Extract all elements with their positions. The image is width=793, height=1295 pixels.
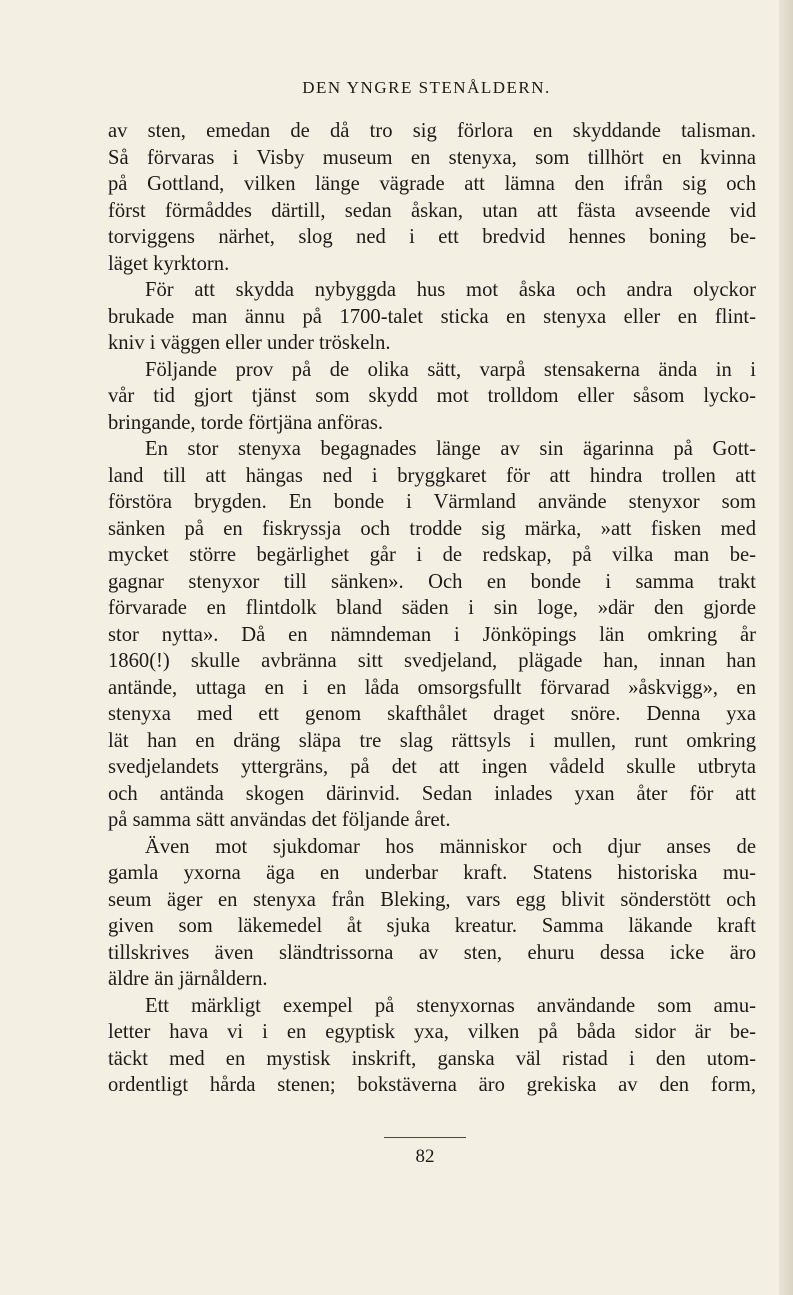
text-line: mycket större begärlighet går i de redskap, på vilka man be- — [108, 544, 756, 566]
text-line: och antända skogen därinvid. Sedan inlades yxan åter för att — [108, 782, 756, 805]
text-line: Så förvaras i Visby museum en stenyxa, som tillhört en kvinna — [108, 146, 756, 169]
page-number-rule — [384, 1137, 466, 1138]
text-line: brukade man ännu på 1700-talet sticka en stenyxa eller en flint- — [108, 305, 756, 328]
text-line: bringande, torde förtjäna anföras. — [108, 411, 384, 434]
text-line: läget kyrktorn. — [108, 252, 230, 275]
text-line: gagnar stenyxor till sänken». Och en bonde i samma trakt — [108, 570, 756, 593]
text-line: För att skydda nybyggda hus mot åska och andra olyckor — [145, 279, 756, 301]
text-line: vår tid gjort tjänst som skydd mot trolldom eller såsom lycko- — [108, 385, 756, 407]
text-line: En stor stenyxa begagnades länge av sin ägarinna på Gott- — [145, 438, 756, 460]
text-line: Även mot sjukdomar hos människor och djur anses de — [145, 835, 756, 858]
text-line: antände, uttaga en i en låda omsorgsfullt förvarad »åskvigg», en — [108, 676, 756, 699]
text-line: given som läkemedel åt sjuka kreatur. Samma läkande kraft — [108, 915, 756, 937]
text-line: stenyxa med ett genom skafthålet draget snöre. Denna yxa — [108, 703, 756, 725]
text-line: lät han en dräng släpa tre slag rättsyls i mullen, runt omkring — [108, 729, 756, 752]
text-line: på Gottland, vilken länge vägrade att lämna den ifrån sig och — [108, 173, 756, 195]
text-line: 1860(!) skulle avbränna sitt svedjeland, plägade han, innan han — [108, 650, 756, 672]
text-line: täckt med en mystisk inskrift, ganska väl ristad i den utom- — [108, 1047, 756, 1070]
text-line: först förmåddes därtill, sedan åskan, utan att fästa avseende vid — [108, 199, 756, 222]
body-text — [108, 118, 756, 1099]
page-number: 82 — [415, 1146, 435, 1167]
text-line: förvarade en flintdolk bland säden i sin loge, »där den gjorde — [108, 597, 756, 619]
text-line: äldre än järnåldern. — [108, 968, 268, 990]
text-line: gamla yxorna äga en underbar kraft. Statens historiska mu- — [108, 862, 756, 884]
text-line: land till att hängas ned i bryggkaret för att hindra trollen att — [108, 464, 756, 487]
text-line: på samma sätt användas det följande året. — [108, 809, 451, 831]
text-line: seum äger en stenyxa från Bleking, vars egg blivit sönderstött och — [108, 888, 756, 911]
text-line: Ett märkligt exempel på stenyxornas användande som amu- — [145, 994, 756, 1017]
text-line: tillskrives även sländtrissorna av sten, ehuru dessa icke äro — [108, 941, 756, 964]
text-line: kniv i väggen eller under tröskeln. — [108, 332, 391, 354]
text-line: av sten, emedan de då tro sig förlora en skyddande talisman. — [108, 120, 756, 142]
text-line: stor nytta». Då en nämndeman i Jönköpings län omkring år — [108, 623, 756, 646]
text-line: Följande prov på de olika sätt, varpå stensakerna ända in i — [145, 358, 756, 381]
text-line: torviggens närhet, slog ned i ett bredvid hennes boning be- — [108, 226, 756, 248]
text-line: sänken på en fiskryssja och trodde sig märka, »att fisken med — [108, 517, 756, 540]
text-line: svedjelandets yttergräns, på det att ingen vådeld skulle utbryta — [108, 756, 756, 778]
running-head: DEN YNGRE STENÅLDERN. — [302, 78, 551, 97]
page-edge-shadow — [779, 0, 793, 1295]
text-line: letter hava vi i en egyptisk yxa, vilken på båda sidor är be- — [108, 1021, 756, 1043]
text-line: ordentligt hårda stenen; bokstäverna äro grekiska av den form, — [108, 1074, 756, 1096]
text-line: förstöra brygden. En bonde i Värmland använde stenyxor som — [108, 491, 756, 513]
